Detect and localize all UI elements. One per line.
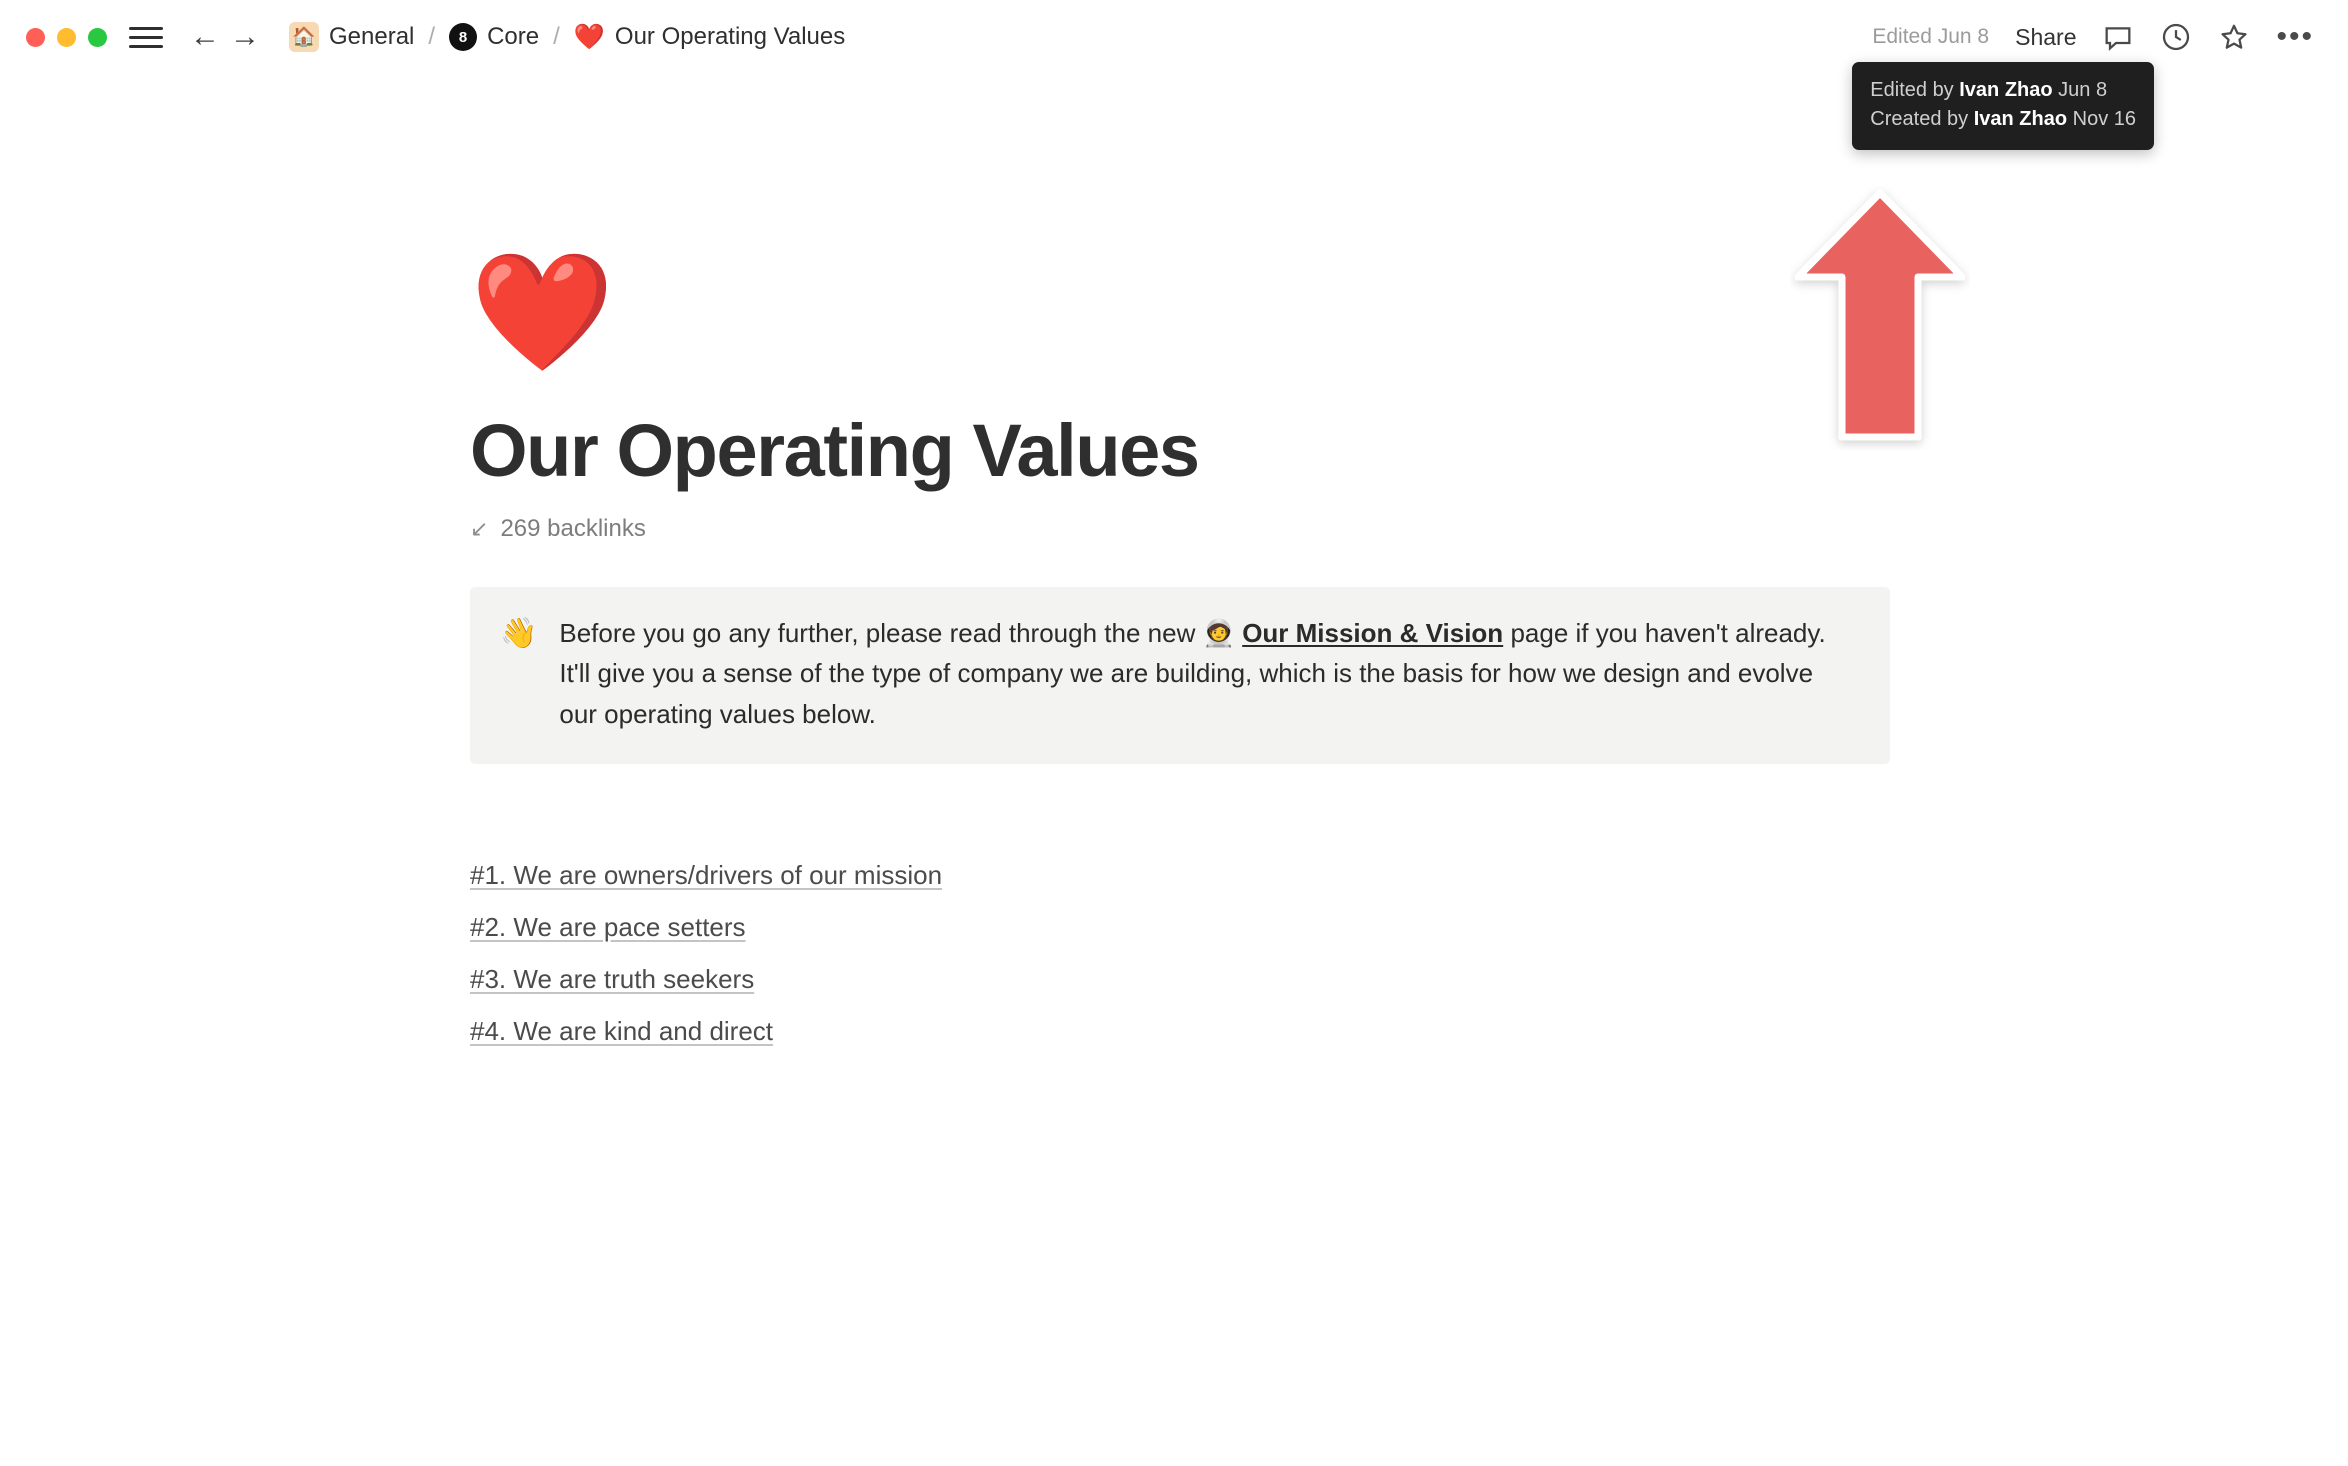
backlinks-label: 269 backlinks <box>500 515 646 542</box>
breadcrumb-item-current[interactable] <box>566 19 853 55</box>
wave-icon: 👋 <box>500 617 538 650</box>
list-item[interactable]: #2. We are pace setters <box>470 911 746 942</box>
callout-text <box>559 613 1856 734</box>
tooltip-created-prefix: Created by <box>1870 108 1969 130</box>
eight-ball-icon: 8 <box>449 23 477 51</box>
breadcrumb-separator: / <box>553 23 560 50</box>
breadcrumb-label-core: Core <box>487 23 540 50</box>
titlebar-actions <box>1872 21 2322 53</box>
forward-button[interactable]: → <box>230 20 260 53</box>
tooltip-created-date: Nov 16 <box>2072 108 2136 130</box>
sidebar-toggle-icon[interactable] <box>129 24 163 50</box>
edited-info-tooltip <box>1852 62 2154 150</box>
back-button[interactable]: ← <box>190 20 220 53</box>
tooltip-edited-user: Ivan Zhao <box>1959 79 2053 101</box>
tooltip-created-row <box>1870 105 2136 134</box>
tooltip-edited-date: Jun 8 <box>2058 79 2108 101</box>
home-icon: 🏠 <box>289 22 319 52</box>
callout-text-after: page if you haven't already. It'll give you a sense of the type of company we are building, which is the basis for how we design and evolve our operating values below. <box>559 618 1826 729</box>
maximize-window-button[interactable] <box>88 28 107 47</box>
backlinks-button[interactable] <box>470 515 646 543</box>
breadcrumb-item-general[interactable] <box>281 18 422 56</box>
window-titlebar <box>0 0 2348 130</box>
share-button[interactable]: Share <box>2015 23 2077 50</box>
page-links-list <box>470 860 2348 1047</box>
breadcrumb <box>281 18 853 56</box>
list-item[interactable]: #1. We are owners/drivers of our mission <box>470 859 943 890</box>
breadcrumb-item-core[interactable] <box>441 19 547 55</box>
page-icon-emoji[interactable]: ❤️ <box>470 247 615 377</box>
comment-icon[interactable] <box>2102 21 2134 53</box>
ellipsis-icon[interactable]: ••• <box>2276 20 2314 53</box>
close-window-button[interactable] <box>26 28 45 47</box>
list-item[interactable]: #3. We are truth seekers <box>470 963 755 994</box>
clock-icon[interactable] <box>2160 21 2192 53</box>
page-title: Our Operating Values <box>470 409 1199 492</box>
mission-vision-link[interactable]: Our Mission & Vision <box>1242 618 1504 648</box>
breadcrumb-separator: / <box>428 23 436 50</box>
window-controls <box>26 28 107 47</box>
breadcrumb-label-current: Our Operating Values <box>614 23 846 50</box>
callout-text-before: Before you go any further, please read through the new <box>559 618 1196 648</box>
astronaut-icon: 🧑‍🚀 <box>1202 618 1235 648</box>
page-content <box>0 74 2348 1047</box>
edited-timestamp[interactable]: Edited Jun 8 <box>1872 25 1990 48</box>
breadcrumb-label-general: General <box>329 23 415 50</box>
heart-icon: ❤️ <box>573 22 605 51</box>
tooltip-edited-prefix: Edited by <box>1870 79 1954 101</box>
callout-block <box>470 587 1890 764</box>
tooltip-created-user: Ivan Zhao <box>1973 108 2068 130</box>
arrow-down-left-icon: ↙ <box>470 516 489 541</box>
list-item[interactable]: #4. We are kind and direct <box>470 1015 774 1046</box>
minimize-window-button[interactable] <box>57 28 76 47</box>
tooltip-edited-row <box>1870 76 2136 105</box>
star-icon[interactable] <box>2218 21 2250 53</box>
